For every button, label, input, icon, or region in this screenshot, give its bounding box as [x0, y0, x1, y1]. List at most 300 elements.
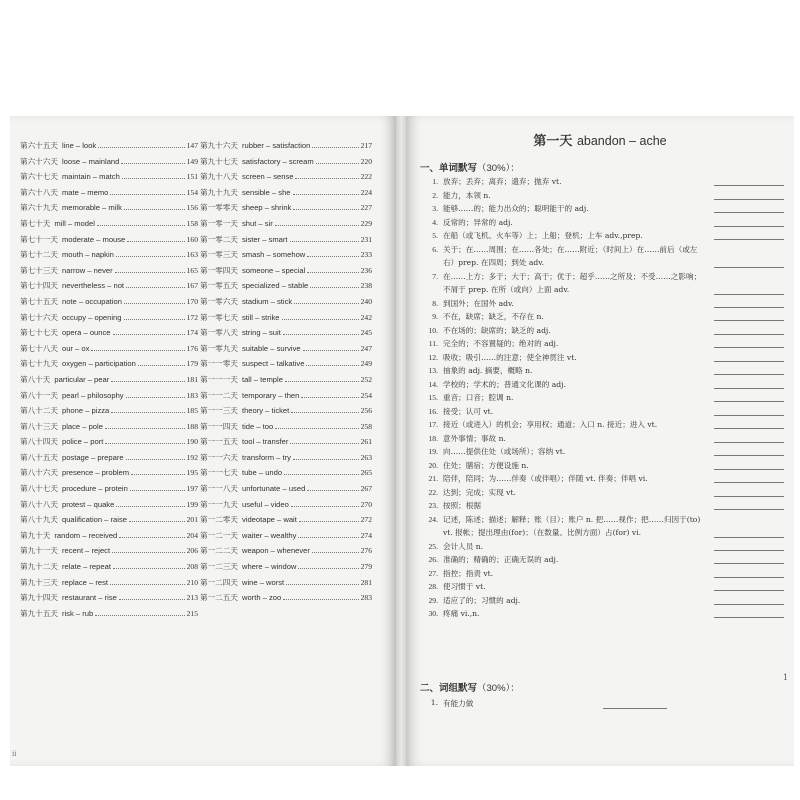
item-number: 27.: [428, 568, 438, 578]
answer-blank[interactable]: [714, 216, 784, 227]
toc-word-range: moderate – mouse: [61, 234, 126, 244]
toc-leader: [121, 163, 184, 164]
toc-day: 第一零五天: [200, 281, 238, 291]
toc-page-number: 283: [360, 593, 372, 603]
toc-leader: [298, 568, 358, 569]
answer-blank[interactable]: [714, 580, 784, 591]
answer-blank[interactable]: [603, 698, 667, 709]
toc-word-range: police – port: [61, 437, 104, 447]
item-definition: 住处；膳宿；方便设施 n.: [443, 460, 529, 470]
toc-word-range: worth – zoo: [241, 593, 282, 603]
toc-leader: [113, 568, 185, 569]
toc-leader: [127, 241, 184, 242]
toc-word-range: place – pole: [61, 421, 103, 431]
answer-blank[interactable]: [714, 459, 784, 470]
toc-page-number: 163: [186, 250, 198, 260]
toc-entry: [20, 577, 198, 593]
answer-blank[interactable]: [714, 351, 784, 362]
toc-leader: [124, 303, 185, 304]
item-number: 13.: [428, 366, 438, 375]
toc-word-range: protest – quake: [61, 499, 115, 509]
toc-word-range: opera – ounce: [61, 328, 111, 338]
toc-leader: [97, 225, 185, 226]
toc-page-number: 249: [360, 359, 372, 369]
toc-entry: [20, 499, 198, 515]
toc-word-range: mate – memo: [61, 187, 109, 197]
toc-word-range: tall – temple: [241, 374, 283, 384]
toc-leader: [294, 303, 358, 304]
toc-entry: [20, 390, 198, 406]
item-number: 12.: [428, 352, 438, 362]
toc-day: 第一零三天: [200, 250, 238, 260]
toc-day: 第六十九天: [20, 203, 58, 213]
toc-leader: [307, 272, 358, 273]
toc-entry: [20, 296, 198, 312]
toc-entry: [200, 421, 372, 437]
toc-leader: [122, 178, 185, 179]
toc-word-range: maintain – match: [61, 172, 120, 182]
toc-page-number: 267: [360, 484, 372, 494]
answer-blank[interactable]: [714, 364, 784, 375]
toc-leader: [105, 428, 185, 429]
toc-leader: [312, 147, 358, 148]
item-definition: 重音；口音；腔调 n.: [443, 393, 514, 402]
toc-leader: [112, 552, 185, 553]
item-definition: 到国外；在国外 adv.: [443, 298, 514, 308]
toc-leader: [293, 194, 359, 195]
toc-entry: [200, 592, 372, 608]
answer-blank[interactable]: [714, 310, 784, 321]
toc-entry: [200, 514, 372, 530]
answer-blank[interactable]: [714, 337, 784, 348]
toc-day: 第一一七天: [200, 468, 238, 478]
toc-entry: [20, 327, 198, 343]
toc-word-range: shut – sir: [241, 218, 273, 228]
toc-day: 第一一五天: [200, 437, 238, 447]
toc-page-number: 242: [360, 312, 372, 322]
toc-leader: [298, 537, 358, 538]
toc-entry: [200, 265, 372, 281]
toc-entry: [200, 312, 372, 328]
toc-entry: [20, 202, 198, 218]
toc-entry: [20, 421, 198, 437]
toc-leader: [98, 147, 184, 148]
toc-leader: [116, 506, 184, 507]
item-definition: 疼痛 vi.,n.: [443, 609, 480, 618]
vocab-item: [424, 243, 784, 270]
item-definition: 学校的；学术的；普通文化课的 adj.: [443, 379, 566, 389]
vocab-item: [424, 337, 784, 351]
toc-entry: [20, 608, 198, 624]
toc-leader: [282, 319, 359, 320]
toc-word-range: unfortunate – used: [241, 484, 306, 494]
toc-entry: [20, 561, 198, 577]
toc-page-number: 206: [186, 546, 198, 556]
item-number: 16.: [428, 406, 438, 416]
toc-word-range: nevertheless – not: [61, 281, 125, 291]
toc-page-number: 276: [360, 546, 372, 556]
toc-word-range: memorable – milk: [61, 203, 122, 213]
toc-word-range: narrow – never: [61, 265, 113, 275]
toc-leader: [105, 443, 184, 444]
toc-page-number: 204: [186, 530, 198, 540]
toc-day: 第六十六天: [20, 156, 58, 166]
answer-blank[interactable]: [714, 297, 784, 308]
toc-page-number: 149: [186, 156, 198, 166]
toc-leader: [293, 209, 358, 210]
toc-leader: [283, 334, 359, 335]
toc-entry: [20, 187, 198, 203]
toc-entry: [200, 202, 372, 218]
toc-entry: [20, 218, 198, 234]
toc-day: 第一二一天: [200, 530, 238, 540]
toc-day: 第一二三天: [200, 562, 238, 572]
toc-entry: [20, 530, 198, 546]
toc-entry: [20, 171, 198, 187]
toc-word-range: wine – worst: [241, 577, 285, 587]
toc-day: 第一零六天: [200, 296, 238, 306]
toc-word-range: tube – undo: [241, 468, 283, 478]
toc-page-number: 272: [360, 515, 372, 525]
toc-word-range: transform – try: [241, 452, 291, 462]
toc-leader: [126, 397, 185, 398]
item-number: 9.: [432, 312, 438, 321]
toc-leader: [290, 241, 359, 242]
answer-blank[interactable]: [714, 378, 784, 389]
item-number: 6.: [432, 244, 438, 254]
toc-word-range: sheep – shrink: [241, 203, 292, 213]
toc-page-number: 176: [186, 343, 198, 353]
item-number: 7.: [432, 271, 438, 281]
answer-blank[interactable]: [714, 607, 784, 618]
toc-word-range: where – window: [241, 562, 297, 572]
item-number: 4.: [432, 217, 438, 227]
toc-word-range: phone – pizza: [61, 406, 110, 416]
toc-page-number: 151: [186, 172, 198, 182]
item-number: 26.: [428, 555, 438, 564]
item-number: 29.: [428, 595, 438, 605]
toc-word-range: procedure – protein: [61, 484, 128, 494]
toc-entry: [20, 358, 198, 374]
item-definition: 适应了的；习惯的 adj.: [443, 595, 521, 605]
toc-page-number: 190: [186, 437, 198, 447]
toc-entry: [200, 171, 372, 187]
toc-day: 第一一六天: [200, 452, 238, 462]
toc-entry: [200, 390, 372, 406]
toc-word-range: pearl – philosophy: [61, 390, 124, 400]
toc-page-number: 281: [360, 577, 372, 587]
item-definition: 会计人员 n.: [443, 541, 484, 551]
toc-page-number: 229: [360, 218, 372, 228]
toc-leader: [301, 397, 358, 398]
toc-day: 第七十一天: [20, 234, 58, 244]
toc-leader: [285, 381, 359, 382]
answer-blank[interactable]: [714, 472, 784, 483]
toc-day: 第一零二天: [200, 234, 238, 244]
toc-entry: [20, 374, 198, 390]
phrase-number: 1.: [430, 698, 438, 707]
vocab-item: [424, 459, 784, 473]
toc-leader: [130, 490, 185, 491]
right-page: [406, 116, 794, 766]
phrase-text: 有能力做: [443, 699, 474, 708]
toc-page-number: 170: [186, 296, 198, 306]
toc-word-range: note – occupation: [61, 296, 122, 306]
toc-day: 第九十四天: [20, 593, 58, 603]
section-1-heading: [420, 160, 520, 174]
word-range: abandon – ache: [576, 134, 667, 148]
toc-leader: [110, 194, 184, 195]
item-number: 24.: [428, 514, 438, 524]
toc-day: 第七十八天: [20, 343, 58, 353]
answer-blank[interactable]: [714, 418, 784, 429]
answer-blank[interactable]: [714, 594, 784, 605]
toc-page-number: 256: [360, 406, 372, 416]
toc-word-range: relate – repeat: [61, 562, 111, 572]
section-2-heading: [420, 680, 520, 694]
toc-word-range: random – received: [54, 530, 118, 540]
item-number: 28.: [428, 582, 438, 591]
toc-leader: [307, 490, 358, 491]
vocab-item: [424, 553, 784, 567]
vocab-item: [424, 418, 784, 432]
page-number-left: ii: [12, 750, 17, 758]
toc-word-range: suitable – survive: [241, 343, 301, 353]
toc-day: 第一二二天: [200, 546, 238, 556]
toc-word-range: stadium – stick: [241, 296, 293, 306]
item-definition: 关于；在……周围；在……各处；在……附近；（时间上）在……前后（或左右）prep. 在四周；到处 adv.: [443, 244, 698, 267]
toc-word-range: mouth – napkin: [61, 250, 114, 260]
answer-blank[interactable]: [714, 405, 784, 416]
toc-leader: [124, 209, 185, 210]
toc-day: 第七十五天: [20, 296, 58, 306]
answer-blank[interactable]: [714, 229, 784, 240]
toc-day: 第八十六天: [20, 468, 58, 478]
toc-page-number: 208: [186, 562, 198, 572]
answer-blank[interactable]: [714, 257, 784, 268]
toc-entry: [200, 374, 372, 390]
toc-page-number: 167: [186, 281, 198, 291]
toc-day: 第八十二天: [20, 406, 58, 416]
answer-blank[interactable]: [714, 324, 784, 335]
toc-leader: [275, 225, 359, 226]
toc-word-range: temporary – then: [241, 390, 300, 400]
toc-page-number: 158: [186, 218, 198, 228]
toc-leader: [126, 459, 185, 460]
toc-entry: [20, 452, 198, 468]
item-number: 17.: [428, 420, 438, 429]
toc-word-range: rubber – satisfaction: [241, 141, 311, 150]
toc-entry: [20, 280, 198, 296]
item-definition: 准确的；精确的；正确无误的 adj.: [443, 555, 559, 564]
toc-word-range: occupy – opening: [61, 312, 122, 322]
toc-page-number: 258: [360, 421, 372, 431]
book-gutter: [396, 116, 406, 766]
toc-leader: [115, 272, 185, 273]
toc-entry: [200, 405, 372, 421]
toc-leader: [312, 552, 359, 553]
toc-page-number: 215: [186, 608, 198, 618]
item-definition: 不在，缺席；缺乏，不存在 n.: [443, 312, 544, 321]
toc-day: 第一二零天: [200, 515, 238, 525]
vocab-item: [424, 540, 784, 554]
answer-blank[interactable]: [714, 499, 784, 510]
toc-word-range: tide – too: [241, 421, 274, 431]
toc-page-number: 217: [360, 141, 372, 150]
toc-page-number: 227: [360, 203, 372, 213]
toc-page-number: 245: [360, 328, 372, 338]
toc-day: 第一零九天: [200, 343, 238, 353]
toc-day: 第九十九天: [200, 187, 238, 197]
vocab-item: [424, 378, 784, 392]
vocab-item: [424, 607, 784, 621]
vocab-item: [424, 297, 784, 311]
left-page: [10, 116, 396, 766]
toc-word-range: useful – video: [241, 499, 289, 509]
toc-day: 第七十二天: [20, 250, 58, 260]
item-number: 19.: [428, 447, 438, 456]
toc-page-number: 183: [186, 390, 198, 400]
toc-page-number: 210: [186, 577, 198, 587]
toc-word-range: qualification – raise: [61, 515, 127, 525]
answer-blank[interactable]: [714, 486, 784, 497]
toc-day: 第九十天: [20, 530, 51, 540]
toc-day: 第七十六天: [20, 312, 58, 322]
item-definition: 反常的；异常的 adj.: [443, 217, 513, 227]
vocab-item: [424, 229, 784, 243]
item-number: 22.: [428, 487, 438, 497]
toc-day: 第六十八天: [20, 187, 58, 197]
toc-day: 第一一零天: [200, 359, 238, 369]
toc-page-number: 147: [186, 141, 198, 150]
toc-day: 第九十二天: [20, 562, 58, 572]
toc-entry: [200, 218, 372, 234]
toc-day: 第一一四天: [200, 421, 238, 431]
toc-day: 第一一二天: [200, 390, 238, 400]
toc-leader: [306, 365, 358, 366]
item-number: 8.: [432, 298, 438, 308]
answer-blank[interactable]: [714, 432, 784, 443]
toc-word-range: waiter – wealthy: [241, 530, 297, 540]
toc-word-range: restaurant – rise: [61, 593, 117, 603]
toc-day: 第八十天: [20, 374, 51, 384]
toc-page-number: 199: [186, 499, 198, 509]
toc-page-number: 233: [360, 250, 372, 260]
toc-page-number: 238: [360, 281, 372, 291]
answer-blank[interactable]: [714, 445, 784, 456]
item-definition: 抽象的 adj. 摘要，概略 n.: [443, 366, 533, 375]
toc-word-range: replace – rest: [61, 577, 108, 587]
toc-day: 第八十八天: [20, 499, 58, 509]
toc-leader: [303, 350, 359, 351]
toc-word-range: weapon – whenever: [241, 546, 310, 556]
toc-entry: [200, 156, 372, 172]
answer-blank[interactable]: [714, 391, 784, 402]
toc-page-number: 154: [186, 187, 198, 197]
toc-day: 第一一八天: [200, 484, 238, 494]
answer-blank[interactable]: [714, 175, 784, 186]
toc-page-number: 185: [186, 406, 198, 416]
toc-entry: [200, 561, 372, 577]
toc-word-range: postage – prepare: [61, 452, 124, 462]
toc-page-number: 197: [186, 484, 198, 494]
toc-page-number: 254: [360, 390, 372, 400]
toc-leader: [110, 584, 185, 585]
answer-blank[interactable]: [714, 540, 784, 551]
item-number: 21.: [428, 474, 438, 483]
toc-entry: [200, 545, 372, 561]
page-number-right: 1: [782, 673, 788, 682]
answer-blank[interactable]: [714, 567, 784, 578]
toc-day: 第一零一天: [200, 218, 238, 228]
toc-leader: [126, 287, 185, 288]
vocab-item: [424, 270, 784, 297]
toc-word-range: sensible – she: [241, 187, 291, 197]
toc-entry: [200, 358, 372, 374]
toc-leader: [286, 584, 358, 585]
toc-word-range: theory – ticket: [241, 406, 290, 416]
toc-entry: [20, 234, 198, 250]
answer-blank[interactable]: [714, 202, 784, 213]
answer-blank[interactable]: [714, 284, 784, 295]
toc-day: 第七十七天: [20, 328, 58, 338]
toc-leader: [275, 428, 358, 429]
toc-word-range: presence – problem: [61, 468, 130, 478]
answer-blank[interactable]: [714, 553, 784, 564]
vocab-item: [424, 310, 784, 324]
toc-day: 第九十八天: [200, 172, 238, 182]
vocab-item: [424, 472, 784, 486]
toc-entry: [200, 234, 372, 250]
toc-day: 第七十九天: [20, 359, 58, 369]
item-definition: 达到；完成；实现 vt.: [443, 487, 516, 497]
toc-entry: [20, 249, 198, 265]
toc-day: 第一二四天: [200, 577, 238, 587]
toc-word-range: screen – sense: [241, 172, 294, 182]
toc-page-number: 165: [186, 265, 198, 275]
toc-day: 第一二五天: [200, 593, 238, 603]
answer-blank[interactable]: [714, 527, 784, 538]
item-definition: 不在场的；缺席的；缺乏的 adj.: [443, 325, 551, 335]
toc-word-range: recent – reject: [61, 546, 111, 556]
toc-word-range: tool – transfer: [241, 437, 289, 447]
toc-word-range: mill – model: [54, 218, 95, 228]
vocab-item: [424, 175, 784, 189]
toc-page-number: 213: [186, 593, 198, 603]
toc-leader: [299, 521, 359, 522]
item-definition: 使习惯于 vt.: [443, 582, 486, 591]
toc-leader: [95, 615, 184, 616]
item-number: 15.: [428, 393, 438, 402]
toc-word-range: still – strike: [241, 312, 280, 322]
vocab-item: [424, 189, 784, 203]
toc-leader: [316, 163, 359, 164]
toc-day: 第一一一天: [200, 374, 238, 384]
answer-blank[interactable]: [714, 189, 784, 200]
toc-page-number: 172: [186, 312, 198, 322]
toc-entry: [20, 545, 198, 561]
toc-entry: [200, 187, 372, 203]
toc-leader: [116, 256, 185, 257]
toc-day: 第六十七天: [20, 172, 58, 182]
toc-day: 第八十四天: [20, 437, 58, 447]
vocab-item: [424, 364, 784, 378]
toc-leader: [111, 381, 184, 382]
toc-entry: [200, 140, 372, 156]
vocab-item: [424, 216, 784, 230]
toc-entry: [20, 405, 198, 421]
vocab-item: [424, 580, 784, 594]
